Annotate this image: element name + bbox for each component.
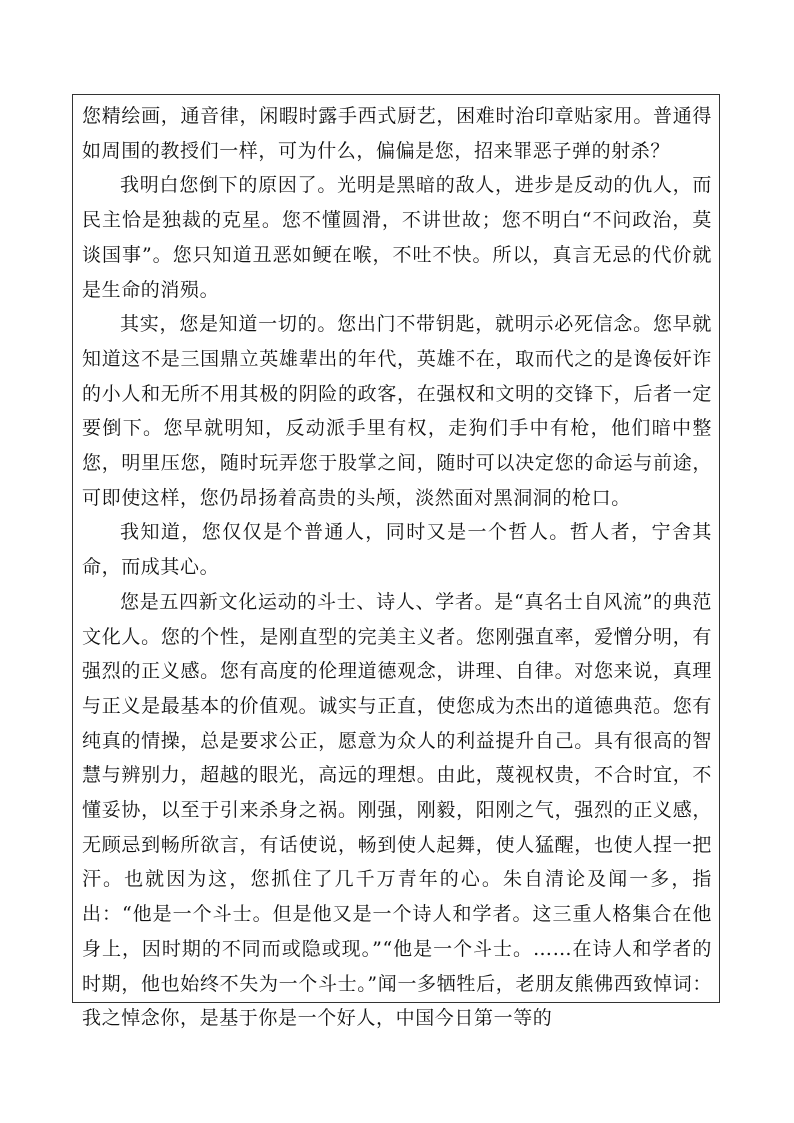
paragraph-1: 您精绘画，通音律，闲暇时露手西式厨艺，困难时治印章贴家用。普通得如周围的教授们一样，可为什么，偏偏是您，招来罪恶子弹的射杀？ <box>82 105 712 162</box>
paragraph-5: 您是五四新文化运动的斗士、诗人、学者。是“真名士自风流”的典范文化人。您的个性，是刚直型的完美主义者。您刚强直率，爱憎分明，有强烈的正义感。您有高度的伦理道德观念，讲理、自律。对您来说，真理与正义是最基本的价值观。诚实与正直，使您成为杰出的道德典范。您有纯真的情操，总是要求公正，愿意为众人的利益提升自己。具有很高的智慧与辨别力，超越的眼光，高远的理想。由此，蔑视权贵，不合时宜，不懂妥协，以至于引来杀身之祸。刚强，刚毅，阳刚之气，强烈的正义感，无顾忌到畅所欲言，有话使说，畅到使人起舞，使人猛醒，也使人捏一把汗。也就因为这，您抓住了几千万青年的心。朱自清论及闻一多，指出：“他是一个斗士。但是他又是一个诗人和学者。这三重人格集合在他身上，因时期的不同而或隐或现。”“他是一个斗士。……在诗人和学者的时期，他也始终不失为一个斗士。”闻一多牺牲后，老朋友熊佛西致悼词：我之悼念你，是基于你是一个好人，中国今日第一等的 <box>82 590 712 1030</box>
text-frame <box>72 94 720 1030</box>
paragraph-2: 我明白您倒下的原因了。光明是黑暗的敌人，进步是反动的仇人，而民主恰是独裁的克星。您不懂圆滑，不讲世故；您不明白“不问政治，莫谈国事”。您只知道丑恶如鲠在喉，不吐不快。所以，真言无忌的代价就是生命的消殒。 <box>82 174 712 301</box>
paragraph-3: 其实，您是知道一切的。您出门不带钥匙，就明示必死信念。您早就知道这不是三国鼎立英雄辈出的年代，英雄不在，取而代之的是谗佞奸诈的小人和无所不用其极的阴险的政客，在强权和文明的交锋下，后者一定要倒下。您早就明知，反动派手里有权，走狗们手中有枪，他们暗中整您，明里压您，随时玩弄您于股掌之间，随时可以决定您的命运与前途，可即使这样，您仍昂扬着高贵的头颅，淡然面对黑洞洞的枪口。 <box>82 313 712 509</box>
paragraph-4: 我知道，您仅仅是个普通人，同时又是一个哲人。哲人者，宁舍其命，而成其心。 <box>82 521 712 579</box>
